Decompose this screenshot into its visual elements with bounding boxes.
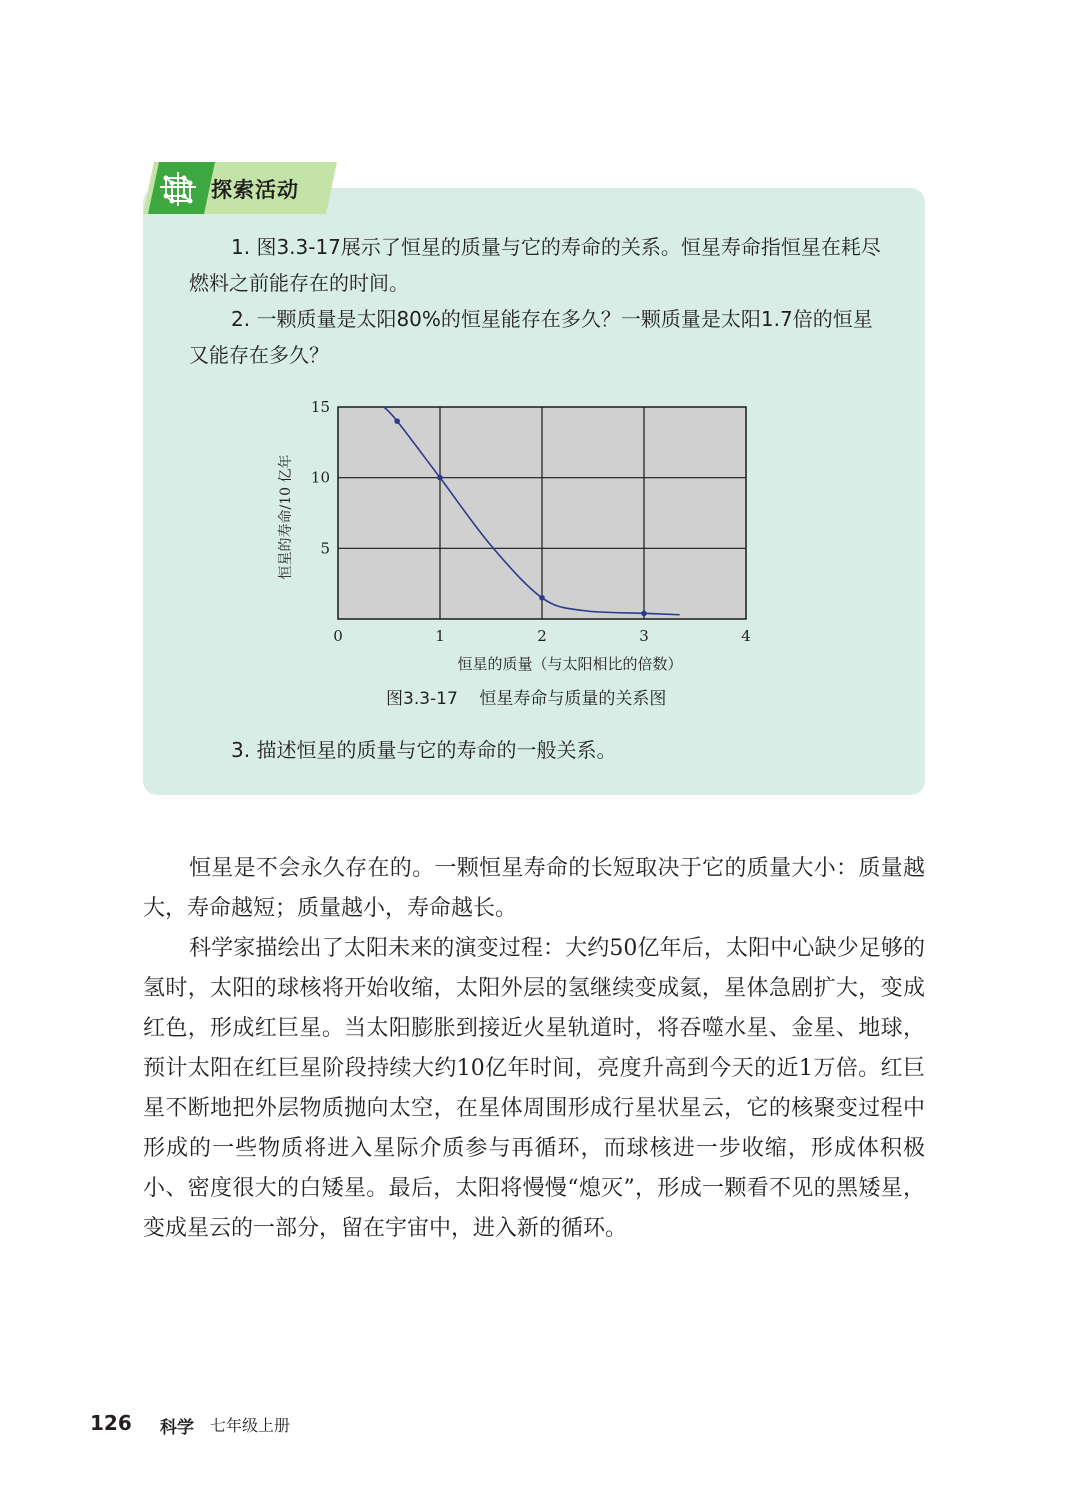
x-tick-label: 0 (333, 627, 343, 645)
figure-caption: 图3.3-17 恒星寿命与质量的关系图 (386, 689, 667, 709)
x-tick-label: 2 (537, 627, 547, 645)
data-point (394, 418, 400, 424)
body-paragraph-2: 科学家描绘出了太阳未来的演变过程：大约50亿年后，太阳中心缺少足够的氢时，太阳的球核将开始收缩，太阳外层的氢继续变成氦，星体急剧扩大，变成红色，形成红巨星。当太阳膨胀到接近火星轨道时，将吞噬水星、金星、地球，预计太阳在红巨星阶段持续大约10亿年时间，亮度升高到今天的近1万倍。红巨星不断地把外层物质抛向太空，在星体周围形成行星状星云，它的核聚变过程中形成的一些物质将进入星际介质参与再循环，而球核进一步收缩，形成体积极小、密度很大的白矮星。最后，太阳将慢慢“熄灭”，形成一颗看不见的黑矮星，变成星云的一部分，留在宇宙中，进入新的循环。 (143, 936, 925, 1241)
question-3: 3. 描述恒星的质量与它的寿命的一般关系。 (231, 738, 617, 762)
page-number: 126 (90, 1411, 132, 1435)
x-tick-label: 4 (741, 627, 751, 645)
lifetime-mass-chart (260, 395, 780, 680)
data-point (539, 595, 545, 601)
cube-network-icon (158, 170, 198, 208)
y-axis-label: 恒星的寿命/10 亿年 (278, 454, 294, 580)
body-paragraph-1: 恒星是不会永久存在的。一颗恒星寿命的长短取决于它的质量大小：质量越大，寿命越短；质量越小，寿命越长。 (143, 856, 925, 921)
book-subject: 科学 (160, 1418, 194, 1438)
question-2: 2. 一颗质量是太阳80%的恒星能存在多久？一颗质量是太阳1.7倍的恒星又能存在多久？ (189, 307, 873, 367)
x-axis-label: 恒星的质量（与太阳相比的倍数） (457, 655, 683, 673)
y-tick-label: 10 (310, 468, 330, 487)
question-1: 1. 图3.3-17展示了恒星的质量与它的寿命的关系。恒星寿命指恒星在耗尽燃料之前能存在的时间。 (189, 235, 881, 295)
x-tick-label: 1 (435, 627, 445, 645)
book-grade: 七年级上册 (210, 1416, 291, 1435)
y-tick-label: 15 (310, 398, 330, 416)
data-point (641, 611, 647, 617)
x-tick-label: 3 (639, 627, 649, 645)
activity-title: 探索活动 (211, 178, 299, 202)
data-point (437, 475, 443, 481)
y-tick-label: 5 (320, 539, 330, 558)
